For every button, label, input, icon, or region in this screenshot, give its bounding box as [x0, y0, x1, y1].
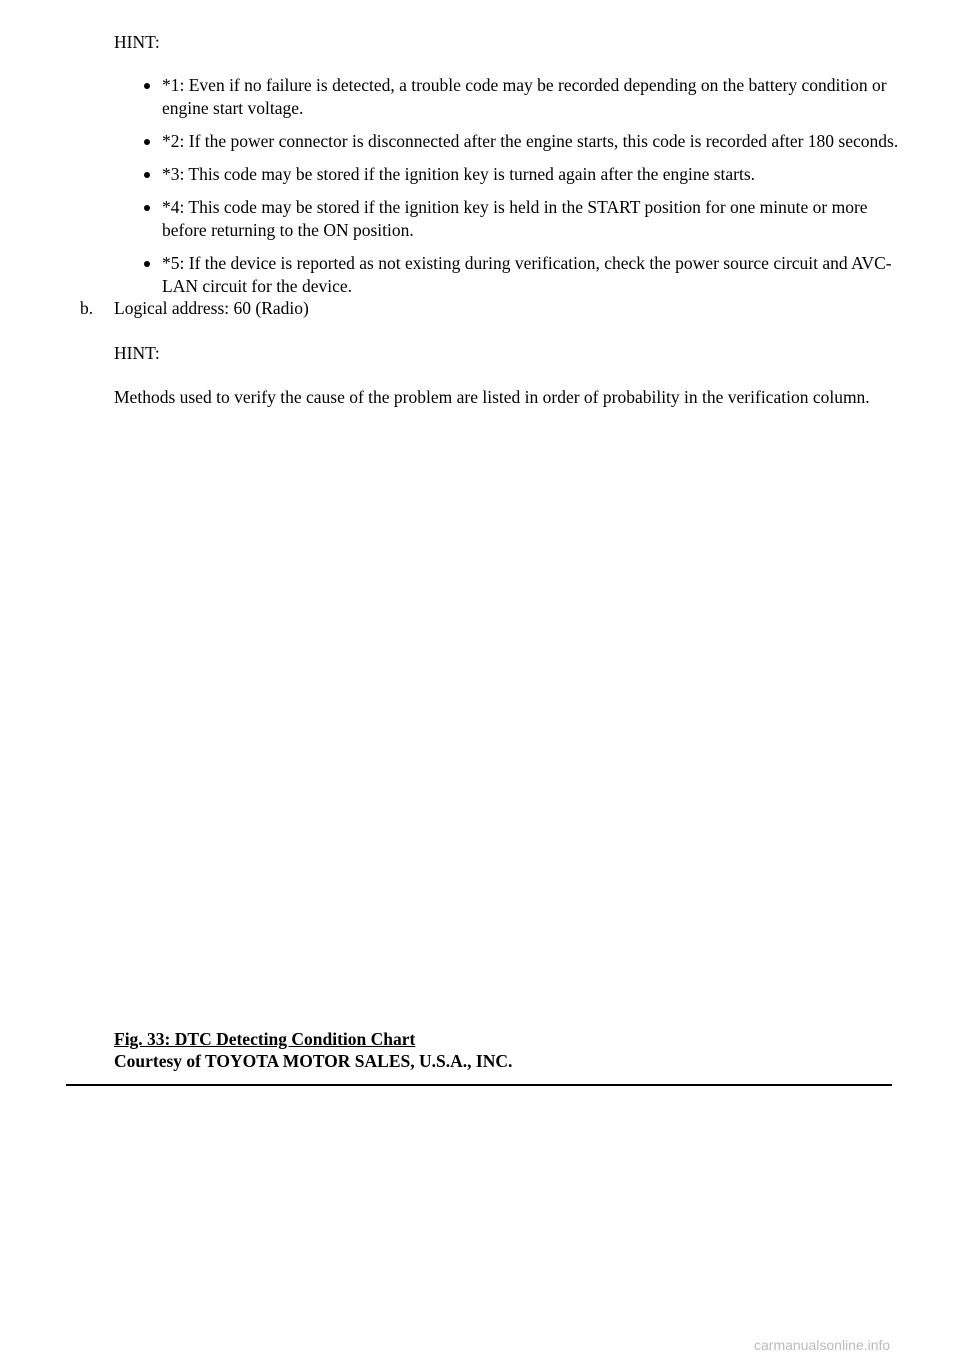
bullet-dot-icon	[144, 83, 150, 89]
list-item-logical-address	[80, 297, 309, 320]
figure-caption-link[interactable]: Fig. 33: DTC Detecting Condition Chart	[114, 1029, 416, 1049]
footnote-item	[142, 252, 902, 298]
logical-address-text: Logical address: 60 (Radio)	[114, 298, 309, 318]
footnote-list	[142, 74, 902, 308]
footnote-item	[142, 163, 902, 186]
footnote-text: *5: If the device is reported as not existing during verification, check the power source circuit and AVC-LAN circuit for the device.	[162, 253, 892, 296]
horizontal-divider	[66, 1084, 892, 1086]
watermark: carmanualsonline.info	[754, 1337, 891, 1353]
footnote-text: *4: This code may be stored if the ignition key is held in the START position for one minute or more before returning to the ON position.	[162, 197, 868, 240]
hint-label-second: HINT:	[114, 343, 160, 363]
footnote-item	[142, 196, 902, 242]
bullet-dot-icon	[144, 205, 150, 211]
bullet-dot-icon	[144, 172, 150, 178]
footnote-text: *3: This code may be stored if the ignition key is turned again after the engine starts.	[162, 164, 756, 184]
methods-paragraph: Methods used to verify the cause of the problem are listed in order of probability in the verification column.	[114, 387, 870, 407]
footnote-text: *2: If the power connector is disconnected after the engine starts, this code is recorded after 180 seconds.	[162, 131, 899, 151]
footnote-text: *1: Even if no failure is detected, a trouble code may be recorded depending on the battery condition or engine start voltage.	[162, 75, 887, 118]
bullet-dot-icon	[144, 139, 150, 145]
footnote-item	[142, 74, 902, 120]
hint-label-top: HINT:	[114, 32, 160, 52]
figure-courtesy: Courtesy of TOYOTA MOTOR SALES, U.S.A., INC.	[114, 1051, 513, 1071]
bullet-dot-icon	[144, 261, 150, 267]
list-marker: b.	[80, 298, 94, 318]
footnote-item	[142, 130, 902, 153]
